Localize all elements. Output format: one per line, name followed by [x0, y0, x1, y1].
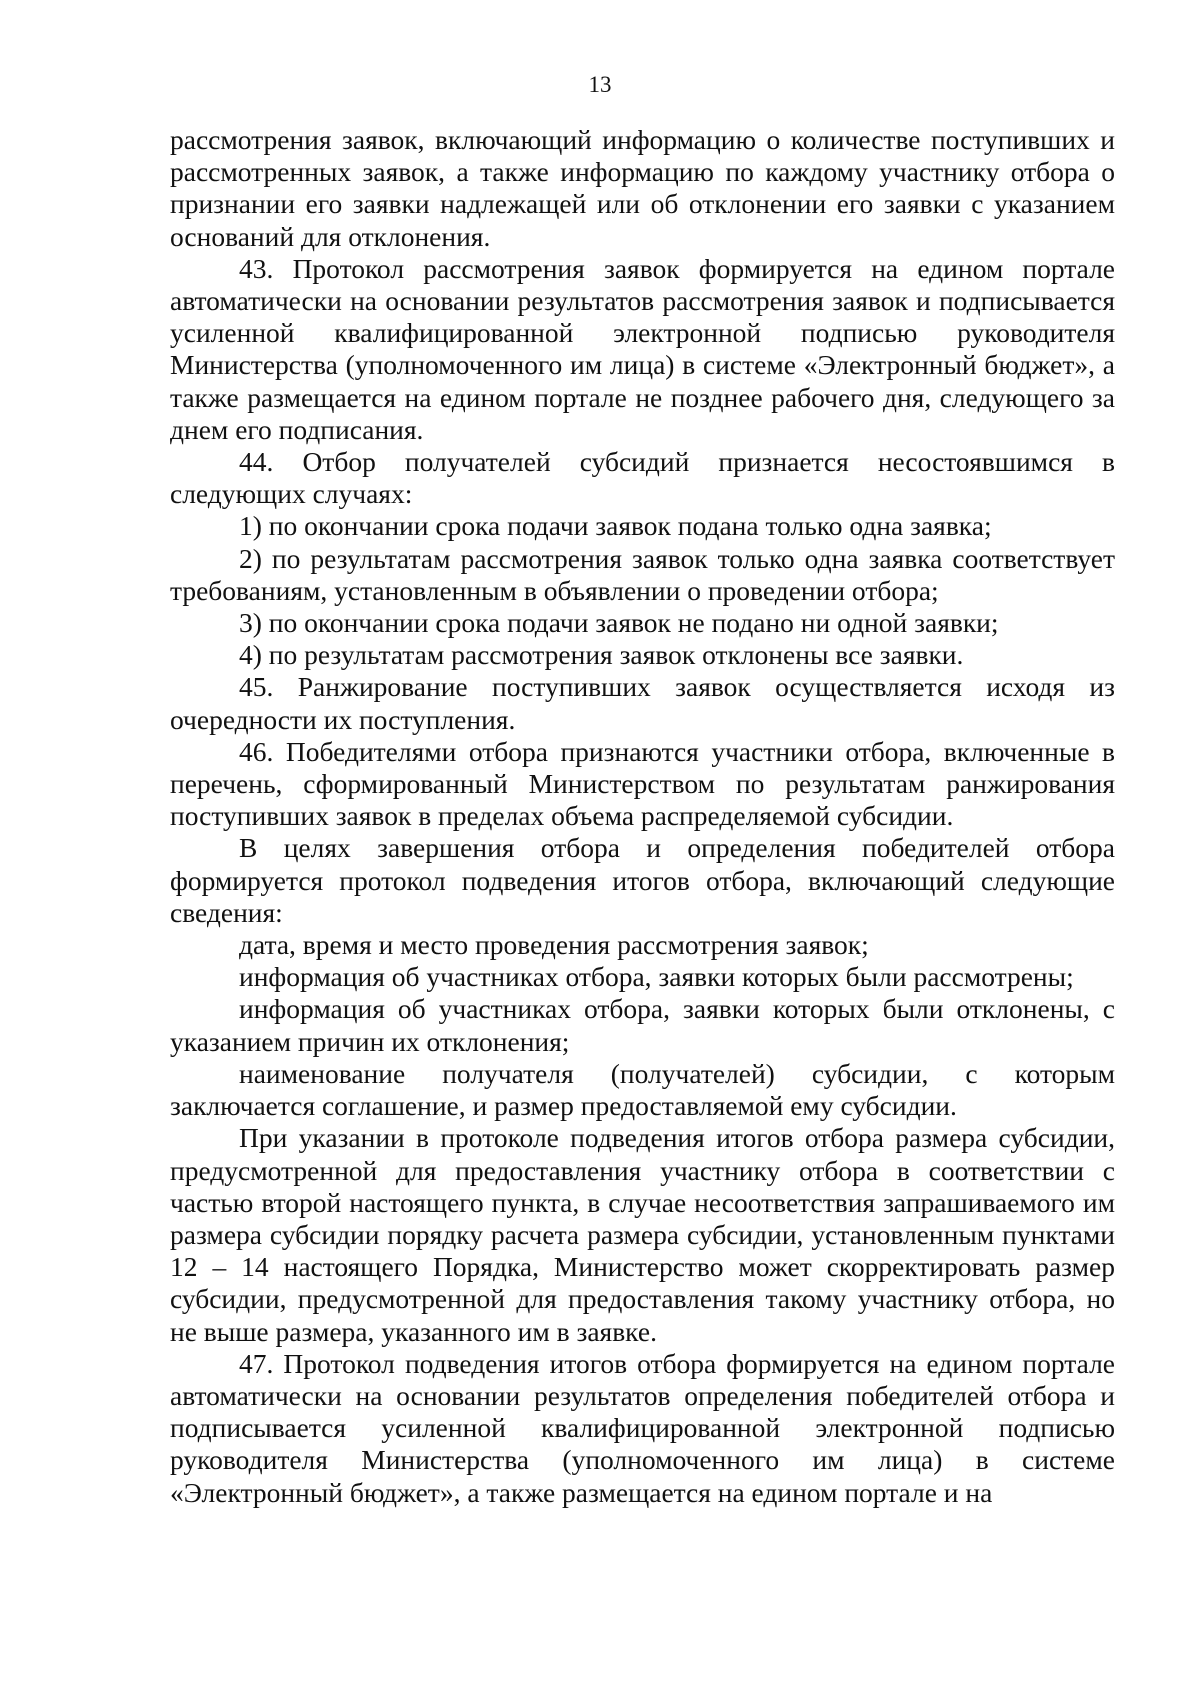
protocol-item-rejected: информация об участниках отбора, заявки которых были отклонены, с указанием причин их отклонения;	[170, 993, 1115, 1057]
protocol-item-date: дата, время и место проведения рассмотрения заявок;	[239, 929, 869, 961]
protocol-item-reviewed: информация об участниках отбора, заявки которых были рассмотрены;	[239, 961, 1074, 993]
paragraph-47: 47. Протокол подведения итогов отбора формируется на едином портале автоматически на основании результатов определения победителей отбора и подписывается усиленной квалифицированной электронной подписью руководителя Министерства (уполномоченного им лица) в системе «Электронный бюджет», а также размещается на едином портале и на	[170, 1347, 1115, 1508]
document-body	[170, 124, 1115, 1509]
list-item-44-4: 4) по результатам рассмотрения заявок отклонены все заявки.	[239, 639, 964, 671]
page-number: 13	[588, 72, 612, 97]
protocol-item-recipient: наименование получателя (получателей) субсидии, с которым заключается соглашение, и размер предоставляемой ему субсидии.	[170, 1057, 1115, 1122]
paragraph-46: 46. Победителями отбора признаются участники отбора, включенные в перечень, сформированный Министерством по результатам ранжирования поступивших заявок в пределах объема распределяемой субсидии.	[170, 735, 1115, 832]
list-item-44-3: 3) по окончании срока подачи заявок не подано ни одной заявки;	[239, 607, 999, 639]
list-item-44-1: 1) по окончании срока подачи заявок подана только одна заявка;	[239, 510, 992, 542]
paragraph-continuation: рассмотрения заявок, включающий информацию о количестве поступивших и рассмотренных заявок, а также информацию по каждому участнику отбора о признании его заявки надлежащей или об отклонении его заявки с указанием оснований для отклонения.	[170, 124, 1115, 252]
paragraph-43: 43. Протокол рассмотрения заявок формируется на едином портале автоматически на основании результатов рассмотрения заявок и подписывается усиленной квалифицированной электронной подписью руководителя Министерства (уполномоченного им лица) в системе «Электронный бюджет», а также размещается на едином портале не позднее рабочего дня, следующего за днем его подписания.	[170, 252, 1115, 445]
paragraph-46-adjustment: При указании в протоколе подведения итогов отбора размера субсидии, предусмотренной для предоставления участнику отбора в соответствии с частью второй настоящего пункта, в случае несоответствия запрашиваемого им размера субсидии порядку расчета размера субсидии, установленным пунктами 12 – 14 настоящего Порядка, Министерство может скорректировать размер субсидии, предусмотренной для предоставления такому участнику отбора, но не выше размера, указанного им в заявке.	[170, 1122, 1115, 1347]
paragraph-46-protocol: В целях завершения отбора и определения победителей отбора формируется протокол подведения итогов отбора, включающий следующие сведения:	[170, 832, 1115, 928]
paragraph-45: 45. Ранжирование поступивших заявок осуществляется исходя из очередности их поступления.	[170, 671, 1115, 735]
paragraph-44: 44. Отбор получателей субсидий признается несостоявшимся в следующих случаях:	[170, 446, 1115, 510]
list-item-44-2: 2) по результатам рассмотрения заявок только одна заявка соответствует требованиям, установленным в объявлении о проведении отбора;	[170, 542, 1115, 606]
